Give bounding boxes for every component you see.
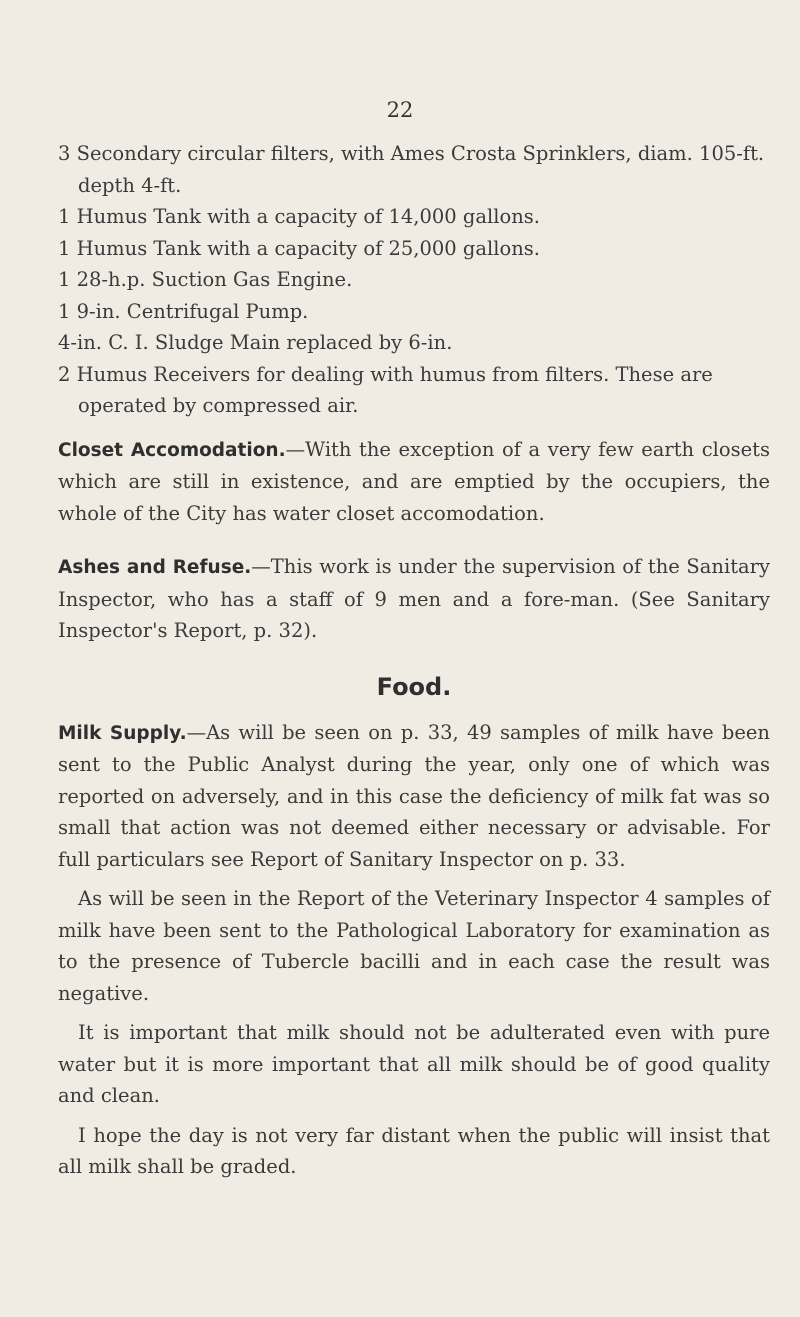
closet-text: —With the exception of a very few earth closets which are still in existence, and are emptied by the occupiers, the whole of the City has water closet accomodation. [58,437,770,525]
list-item: 1 28-h.p. Suction Gas Engine. [58,268,353,291]
ashes-text: —This work is under the supervision of the Sanitary Inspector, who has a staff of 9 men and a fore-man. (See Sanitary Inspector's Report, p. 32). [58,555,770,642]
equipment-list [58,138,770,422]
list-item: 1 9-in. Centrifugal Pump. [58,299,309,323]
milk-paragraph [58,717,770,876]
milk-text: —As will be seen on p. 33, 49 samples of milk have been sent to the Public Analyst during the year, only one of which was reported on adversely, and in this case the deficiency of milk fat was so small that action was not deemed either necessary or advisable. For full particulars see Report of Sanitary Inspector on p. 33. [58,720,770,871]
list-item: 2 Humus Receivers for dealing with humus from filters. These are operated by compressed air. [58,362,713,417]
page-number: 22 [386,98,414,122]
page-content [58,138,770,1183]
food-heading: Food. [376,672,452,701]
list-item: 3 Secondary circular filters, with Ames Crosta Sprinklers, diam. 105-ft. depth 4-ft. [58,142,765,197]
list-item: 1 Humus Tank with a capacity of 25,000 gallons. [58,236,540,260]
adulteration-paragraph: It is important that milk should not be adulterated even with pure water but it is more important that all milk should be of good quality and clean. [58,1021,770,1107]
ashes-paragraph [58,551,770,647]
veterinary-paragraph: As will be seen in the Report of the Veterinary Inspector 4 samples of milk have been sent to the Pathological Laboratory for examination as to the presence of Tubercle bacilli and in each case the result was negative. [58,887,770,1005]
list-item: 1 Humus Tank with a capacity of 14,000 gallons. [58,205,540,228]
graded-milk-paragraph: I hope the day is not very far distant when the public will insist that all milk shall be graded. [58,1123,770,1178]
milk-lead: Milk Supply. [58,722,187,744]
list-item: 4-in. C. I. Sludge Main replaced by 6-in. [58,331,453,354]
closet-paragraph [58,434,770,530]
ashes-lead: Ashes and Refuse. [58,557,252,578]
closet-lead: Closet Accomodation. [58,439,286,461]
